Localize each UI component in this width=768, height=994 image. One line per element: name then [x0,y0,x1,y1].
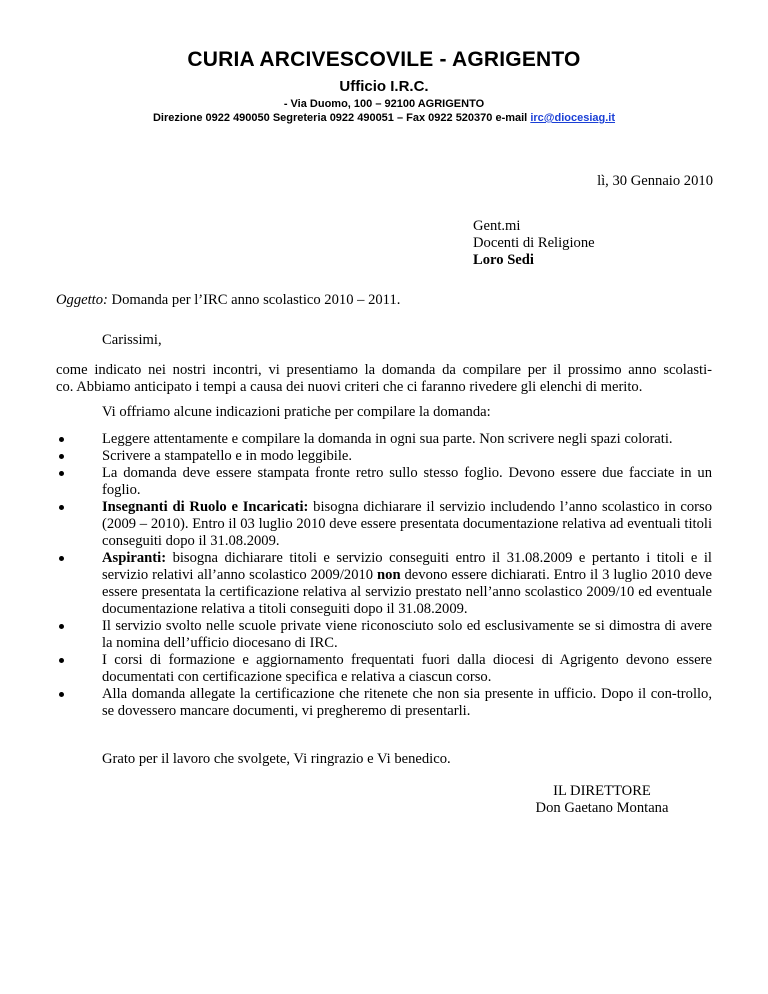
emphasis-non: non [377,567,401,583]
opening-paragraph [56,362,712,396]
list-item [56,499,712,550]
list-item-text: Leggere attentamente e compilare la domanda in ogni sua parte. Non scrivere negli spazi colorati. [102,431,673,447]
signature-block [527,783,677,817]
email-link[interactable]: irc@diocesiag.it [530,112,616,124]
list-item [56,652,712,686]
list-item [56,431,712,448]
subject-label: Oggetto: [56,292,108,308]
paragraph-line-1: come indicato nei nostri incontri, vi presentiamo la domanda da compilare per il prossimo anno scolasti- [56,362,712,378]
signature-name: Don Gaetano Montana [535,800,669,816]
instructions-intro: Vi offriamo alcune indicazioni pratiche per compilare la domanda: [102,404,491,420]
paragraph-line-2: co. Abbiamo anticipato i tempi a causa dei nuovi criteri che ci faranno rivedere gli elenchi di merito. [56,379,643,395]
recipient-line-1: Gent.mi [473,218,521,234]
letter-date: lì, 30 Gennaio 2010 [597,173,713,189]
bullet-dot-icon [59,658,64,663]
bullet-dot-icon [59,624,64,629]
list-item [56,618,712,652]
recipient-line-3: Loro Sedi [473,252,534,268]
list-item-text: Alla domanda allegate la certificazione che ritenete che non sia presente in ufficio. Dopo il con-trollo, se dovessero mancare documenti, vi pregheremo di presentarli. [102,686,712,719]
list-item [56,550,712,618]
list-item [56,465,712,499]
bullet-dot-icon [59,692,64,697]
list-item-text: bisogna dichiarare il servizio includendo l’anno scolastico in corso (2009 – 2010). Entro il 03 luglio 2010 deve essere presentata documentazione relativa ad eventuali titoli conseguiti dopo il 31.08.2009. [102,499,713,549]
list-item-text: La domanda deve essere stampata fronte retro sullo stesso foglio. Devono essere due facciate in un foglio. [102,465,712,498]
letterhead-title: CURIA ARCIVESCOVILE - AGRIGENTO [187,48,581,71]
list-item [56,448,712,465]
list-item-text: bisogna dichiarare titoli e servizio conseguiti entro il 31.08.2009 e pertanto i titoli e il servizio relativi all’anno scolastico 2009/2010 [102,550,712,583]
list-item-text: devono essere dichiarati. Entro il 3 luglio 2010 deve essere presentata la certificazione relativa al servizio prestato nell’anno scolastico 2009/10 ed eventuale documentazione relativa a titoli conseguiti dopo il 31.08.2009. [102,567,713,617]
bullet-dot-icon [59,471,64,476]
greeting: Carissimi, [102,332,162,348]
bullet-dot-icon [59,505,64,510]
list-item-text: I corsi di formazione e aggiornamento frequentati fuori dalla diocesi di Agrigento devono essere documentati con certificazione specifica e relativa a ciascun corso. [102,652,712,685]
closing-line: Grato per il lavoro che svolgete, Vi ringrazio e Vi benedico. [102,751,451,767]
list-item-text: Scrivere a stampatello e in modo leggibile. [102,448,353,464]
contact-numbers: Direzione 0922 490050 Segreteria 0922 490051 – Fax 0922 520370 e-mail [152,112,531,124]
bullet-dot-icon [59,454,64,459]
signature-role: IL DIRETTORE [553,783,651,799]
letterhead-office: Ufficio I.R.C. [339,78,429,95]
recipient-block [473,218,595,269]
recipient-line-2: Docenti di Religione [473,235,595,251]
letterhead-address: - Via Duomo, 100 – 92100 AGRIGENTO [283,98,485,110]
list-item-text: Il servizio svolto nelle scuole private viene riconosciuto solo ed esclusivamente se si dimostra di avere la nomina dell’ufficio diocesano di IRC. [102,618,712,651]
list-item-heading: Aspiranti: [102,550,167,566]
list-item [56,686,712,720]
subject-text: Domanda per l’IRC anno scolastico 2010 – 2011. [107,292,401,308]
subject-line [56,292,400,309]
bullet-dot-icon [59,437,64,442]
bullet-dot-icon [59,556,64,561]
list-item-heading: Insegnanti di Ruolo e Incaricati: [102,499,309,515]
letterhead-contact [0,112,768,124]
instructions-list [56,431,712,720]
